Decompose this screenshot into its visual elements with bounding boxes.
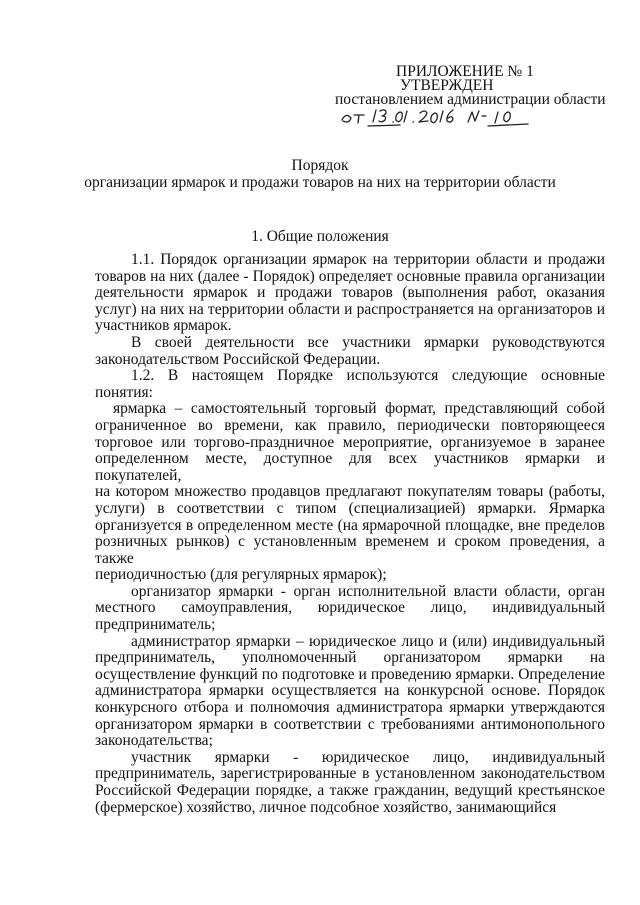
paragraph-1-line-2: товаров на них (далее - Порядок) определяет основные правила организации <box>95 267 605 285</box>
paragraph-6-line-4: администратора ярмарки осуществляется на конкурсной основе. Порядок <box>95 682 605 700</box>
paragraph-7-line-4: (фермерское) хозяйство, личное подсобное хозяйство, занимающийся <box>95 798 557 816</box>
paragraph-4-line-8: розничных рынков) с установленным временем и сроком проведения, а также <box>95 533 605 567</box>
paragraph-5-line-2: местного самоуправления, юридическое лицо, индивидуальный <box>95 599 605 617</box>
paragraph-1-line-1: 1.1. Порядок организации ярмарок на территории области и продажи <box>131 251 605 268</box>
resolution-label: постановлением администрации области <box>335 91 606 108</box>
paragraph-4-line-6: услуги) в соответствии с типом (специализацией) ярмарки. Ярмарка <box>95 499 605 517</box>
paragraph-4-line-4: определенном месте, доступное для всех участников ярмарки и покупателей, <box>95 450 605 484</box>
paragraph-1-line-4: услуг) на них на территории области и распространяется на организаторов и <box>95 300 605 318</box>
paragraph-1-line-3: деятельности ярмарок и продажи товаров (выполнения работ, оказания <box>95 284 605 302</box>
paragraph-4-line-9: периодичностью (для регулярных ярмарок); <box>95 566 387 584</box>
paragraph-2-line-2: законодательством Российской Федерации. <box>95 350 381 368</box>
paragraph-6-line-2: предприниматель, уполномоченный организатором ярмарки на <box>95 649 605 667</box>
paragraph-4-line-3: торговое или торгово-праздничное мероприятие, организуемое в заранее <box>95 433 605 451</box>
paragraph-4-line-1: ярмарка – самостоятельный торговый формат, представляющий собой <box>113 400 605 418</box>
paragraph-5-line-1: организатор ярмарки - орган исполнительной власти области, орган <box>131 582 605 600</box>
paragraph-6-line-1: администратор ярмарки – юридическое лицо и (или) индивидуальный <box>131 632 605 650</box>
handwritten-date-signature <box>338 102 538 130</box>
paragraph-6-line-3: осуществление функций по подготовке и проведению ярмарки. Определение <box>95 665 605 683</box>
approved-label: УТВЕРЖДЕН <box>400 77 494 94</box>
section-heading: 1. Общие положения <box>251 228 389 245</box>
paragraph-1-line-5: участников ярмарок. <box>95 317 232 335</box>
document-title <box>0 157 640 191</box>
paragraph-7-line-3: Российской Федерации порядке, а также гражданин, ведущий крестьянское <box>95 782 605 799</box>
appendix-label: ПРИЛОЖЕНИЕ № 1 <box>396 63 534 80</box>
paragraph-5-line-3: предприниматель; <box>95 616 216 634</box>
paragraph-6-line-6: организатором ярмарки в соответствии с требованиями антимонопольного <box>95 715 605 733</box>
document-body <box>95 252 605 816</box>
paragraph-3-line-1: 1.2. В настоящем Порядке используются следующие основные <box>131 367 605 385</box>
paragraph-6-line-5: конкурсного отбора и полномочия администратора ярмарки утверждаются <box>95 699 605 717</box>
paragraph-7-line-1: участник ярмарки - юридическое лицо, индивидуальный <box>131 748 605 766</box>
title-line-2: организации ярмарок и продажи товаров на них на территории области <box>84 174 556 191</box>
paragraph-4-line-2: ограниченное во времени, как правило, периодически повторяющееся <box>95 416 605 434</box>
paragraph-7-line-2: предприниматель, зарегистрированные в установленном законодательством <box>95 765 605 783</box>
paragraph-4-line-5: на котором множество продавцов предлагают покупателям товары (работы, <box>95 483 605 501</box>
paragraph-4-line-7: организуется в определенном месте (на ярмарочной площадке, вне пределов <box>95 516 605 534</box>
title-line-1: Порядок <box>291 157 349 174</box>
paragraph-6-line-7: законодательства; <box>95 732 213 750</box>
paragraph-3-line-2: понятия: <box>95 383 153 401</box>
paragraph-2-line-1: В своей деятельности все участники ярмарки руководствуются <box>131 333 605 351</box>
